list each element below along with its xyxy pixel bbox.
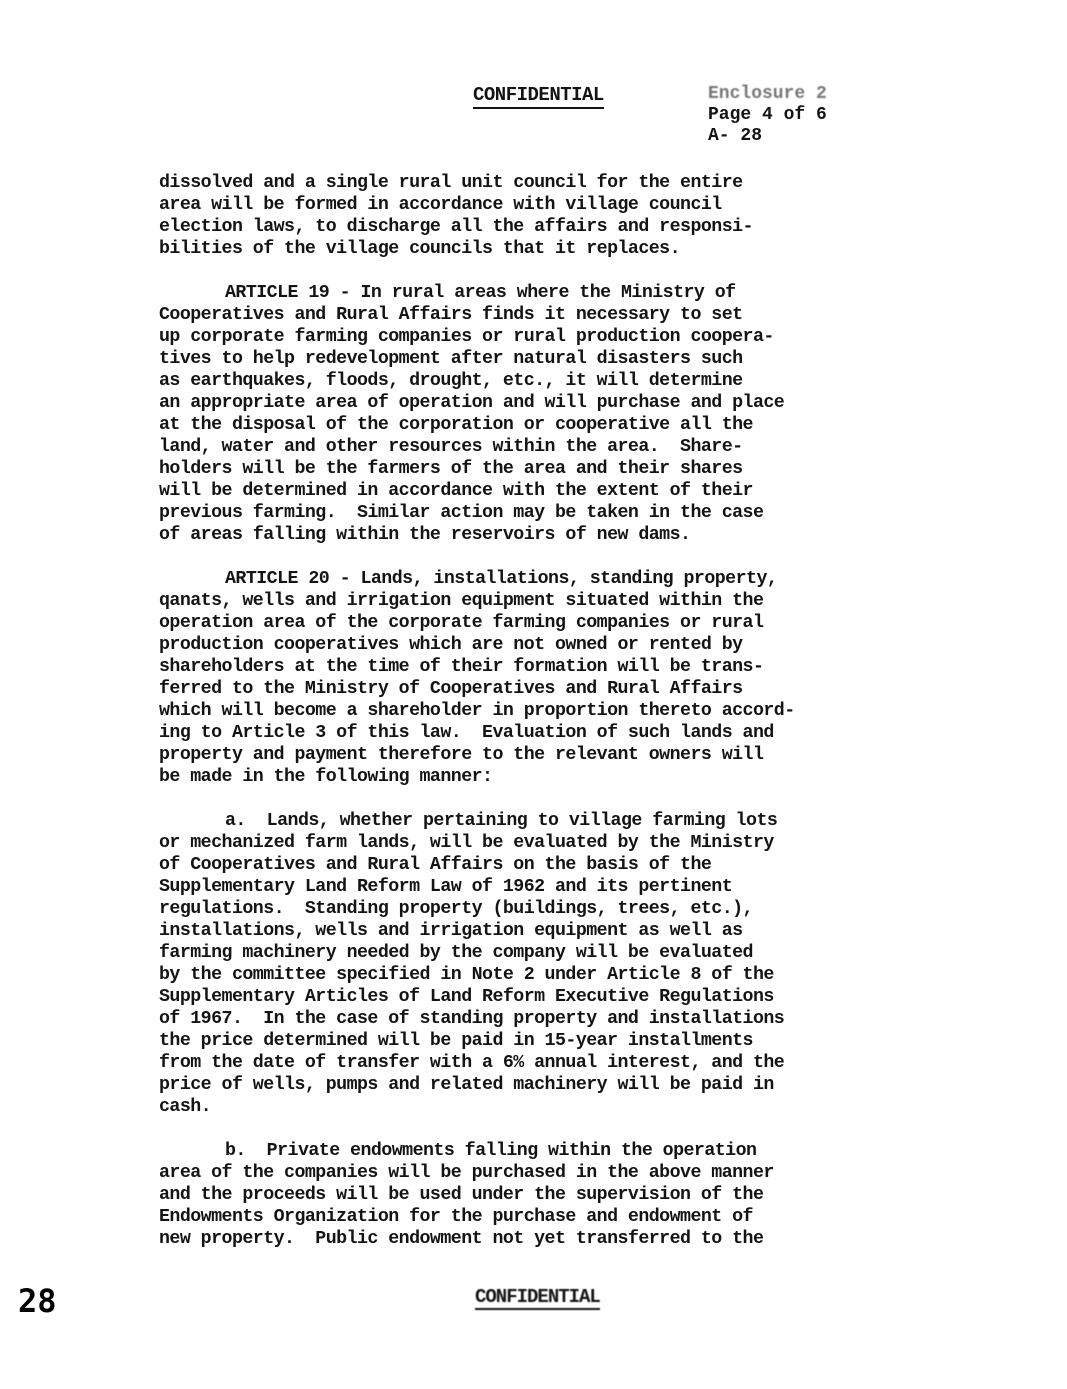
text-line: as earthquakes, floods, drought, etc., it will determine: [159, 371, 743, 391]
text-line: ing to Article 3 of this law. Evaluation of such lands and: [159, 723, 774, 743]
text-line: b. Private endowments falling within the operation: [225, 1141, 757, 1161]
text-line: bilities of the village councils that it replaces.: [159, 239, 681, 259]
text-line: a. Lands, whether pertaining to village farming lots: [225, 811, 778, 831]
header-reference-block: [708, 84, 827, 147]
text-line: qanats, wells and irrigation equipment situated within the: [159, 591, 764, 611]
text-line: from the date of transfer with a 6% annual interest, and the: [159, 1053, 785, 1073]
text-line: land, water and other resources within the area. Share-: [159, 437, 743, 457]
text-line: or mechanized farm lands, will be evaluated by the Ministry: [159, 833, 774, 853]
text-line: shareholders at the time of their formation will be trans-: [159, 657, 764, 677]
text-line: of 1967. In the case of standing property and installations: [159, 1009, 785, 1029]
enclosure-label: Enclosure 2: [708, 84, 827, 104]
text-line: which will become a shareholder in proportion thereto accord-: [159, 701, 795, 721]
page-indicator: Page 4 of 6: [708, 105, 827, 125]
page-number: 28: [18, 1282, 57, 1320]
text-line: installations, wells and irrigation equipment as well as: [159, 921, 743, 941]
paragraph-item-b: [159, 1140, 959, 1250]
text-line: ARTICLE 19 - In rural areas where the Ministry of: [225, 283, 736, 303]
text-line: farming machinery needed by the company will be evaluated: [159, 943, 753, 963]
text-line: Endowments Organization for the purchase and endowment of: [159, 1207, 753, 1227]
text-line: dissolved and a single rural unit council for the entire: [159, 173, 743, 193]
text-line: area of the companies will be purchased in the above manner: [159, 1163, 774, 1183]
text-line: and the proceeds will be used under the supervision of the: [159, 1185, 764, 1205]
text-line: Cooperatives and Rural Affairs finds it necessary to set: [159, 305, 743, 325]
text-line: ferred to the Ministry of Cooperatives and Rural Affairs: [159, 679, 743, 699]
text-line: property and payment therefore to the relevant owners will: [159, 745, 764, 765]
text-line: up corporate farming companies or rural production coopera-: [159, 327, 774, 347]
text-line: at the disposal of the corporation or cooperative all the: [159, 415, 753, 435]
paragraph-article-20: [159, 568, 959, 788]
footer-classification: CONFIDENTIAL: [475, 1286, 600, 1308]
paragraph-article-19: [159, 282, 959, 546]
text-line: Supplementary Land Reform Law of 1962 and its pertinent: [159, 877, 733, 897]
text-line: an appropriate area of operation and will purchase and place: [159, 393, 785, 413]
text-line: of Cooperatives and Rural Affairs on the basis of the: [159, 855, 712, 875]
text-line: Supplementary Articles of Land Reform Executive Regulations: [159, 987, 774, 1007]
text-line: the price determined will be paid in 15-year installments: [159, 1031, 753, 1051]
text-line: tives to help redevelopment after natural disasters such: [159, 349, 743, 369]
text-line: holders will be the farmers of the area and their shares: [159, 459, 743, 479]
airgram-number: A- 28: [708, 126, 763, 146]
text-line: cash.: [159, 1097, 212, 1117]
text-line: ARTICLE 20 - Lands, installations, standing property,: [225, 569, 778, 589]
text-line: area will be formed in accordance with village council: [159, 195, 722, 215]
text-line: by the committee specified in Note 2 under Article 8 of the: [159, 965, 774, 985]
text-line: previous farming. Similar action may be taken in the case: [159, 503, 764, 523]
text-line: of areas falling within the reservoirs of new dams.: [159, 525, 691, 545]
text-line: will be determined in accordance with the extent of their: [159, 481, 753, 501]
text-line: price of wells, pumps and related machinery will be paid in: [159, 1075, 774, 1095]
header-classification: CONFIDENTIAL: [473, 84, 604, 109]
text-line: election laws, to discharge all the affairs and responsi-: [159, 217, 753, 237]
text-line: production cooperatives which are not owned or rented by: [159, 635, 743, 655]
text-line: be made in the following manner:: [159, 767, 493, 787]
text-line: operation area of the corporate farming companies or rural: [159, 613, 764, 633]
text-line: new property. Public endowment not yet transferred to the: [159, 1229, 764, 1249]
document-body: [159, 172, 959, 1272]
paragraph-item-a: [159, 810, 959, 1118]
paragraph-continuation: [159, 172, 959, 260]
text-line: regulations. Standing property (buildings, trees, etc.),: [159, 899, 753, 919]
